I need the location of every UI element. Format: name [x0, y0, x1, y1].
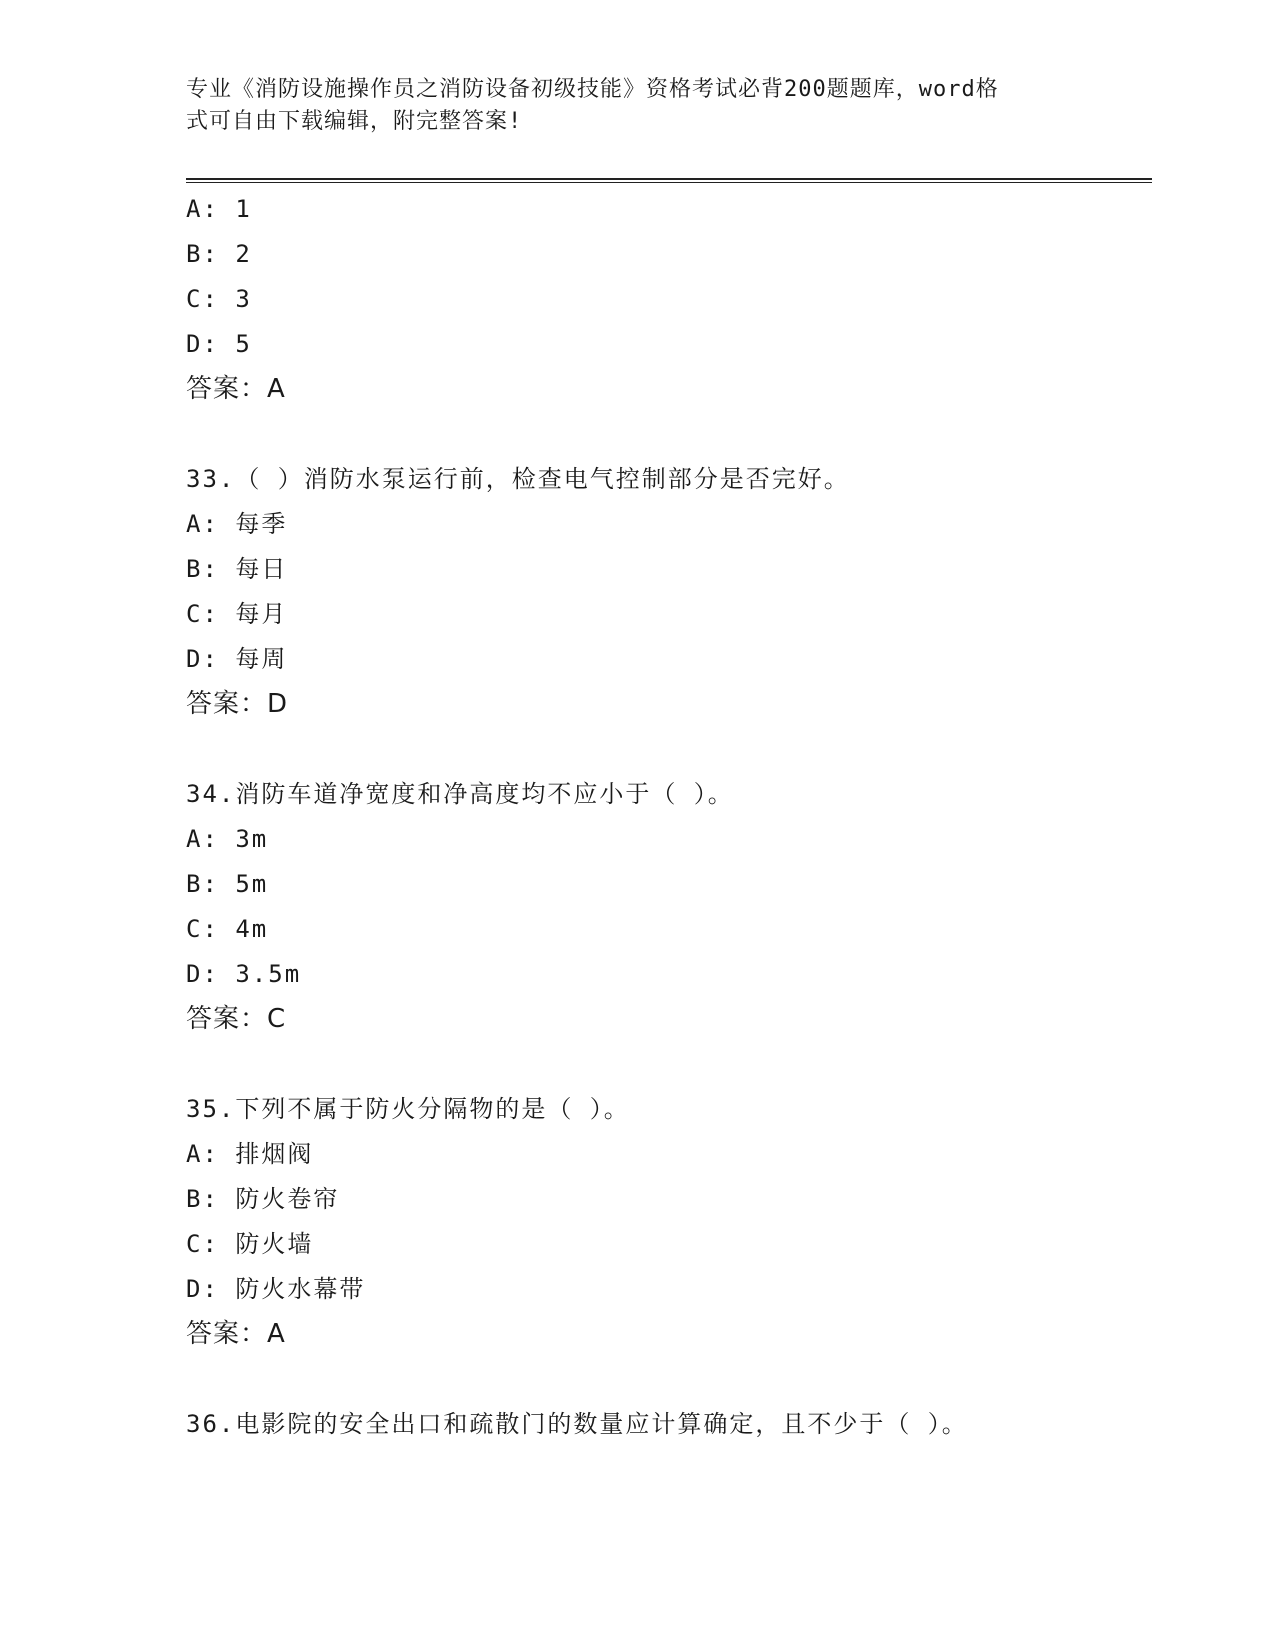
q32-option-c: C: 3 [186, 285, 252, 313]
q32-option-b: B: 2 [186, 240, 252, 268]
q34-option-c: C: 4m [186, 915, 269, 943]
q33-answer: 答案：D [186, 689, 289, 719]
q33-option-b: B: 每日 [186, 555, 288, 583]
q35-option-b: B: 防火卷帘 [186, 1185, 340, 1213]
q34-option-b: B: 5m [186, 870, 269, 898]
header-line-2: 式可自由下载编辑，附完整答案! [186, 109, 523, 134]
q33-option-a: A: 每季 [186, 510, 288, 538]
header-divider-thick [186, 178, 1152, 180]
q34-answer: 答案：C [186, 1004, 287, 1034]
q32-option-a: A: 1 [186, 195, 252, 223]
q32-option-d: D: 5 [186, 330, 252, 358]
q34-option-d: D: 3.5m [186, 960, 302, 988]
q34-option-a: A: 3m [186, 825, 269, 853]
q35-option-c: C: 防火墙 [186, 1230, 314, 1258]
q35-option-d: D: 防火水幕带 [186, 1275, 366, 1303]
q35-stem: 35.下列不属于防火分隔物的是（ ）。 [186, 1095, 630, 1123]
q35-answer: 答案：A [186, 1319, 286, 1349]
q35-option-a: A: 排烟阀 [186, 1140, 314, 1168]
q33-option-d: D: 每周 [186, 645, 288, 673]
q32-answer: 答案：A [186, 374, 286, 404]
q34-stem: 34.消防车道净宽度和净高度均不应小于（ ）。 [186, 780, 734, 808]
q33-stem: 33.（ ）消防水泵运行前，检查电气控制部分是否完好。 [186, 465, 850, 493]
document-header [186, 74, 1066, 138]
q36-stem: 36.电影院的安全出口和疏散门的数量应计算确定，且不少于（ ）。 [186, 1410, 968, 1438]
header-line-1: 专业《消防设施操作员之消防设备初级技能》资格考试必背200题题库，word格 [186, 77, 999, 102]
header-divider-thin [186, 182, 1152, 183]
q33-option-c: C: 每月 [186, 600, 288, 628]
